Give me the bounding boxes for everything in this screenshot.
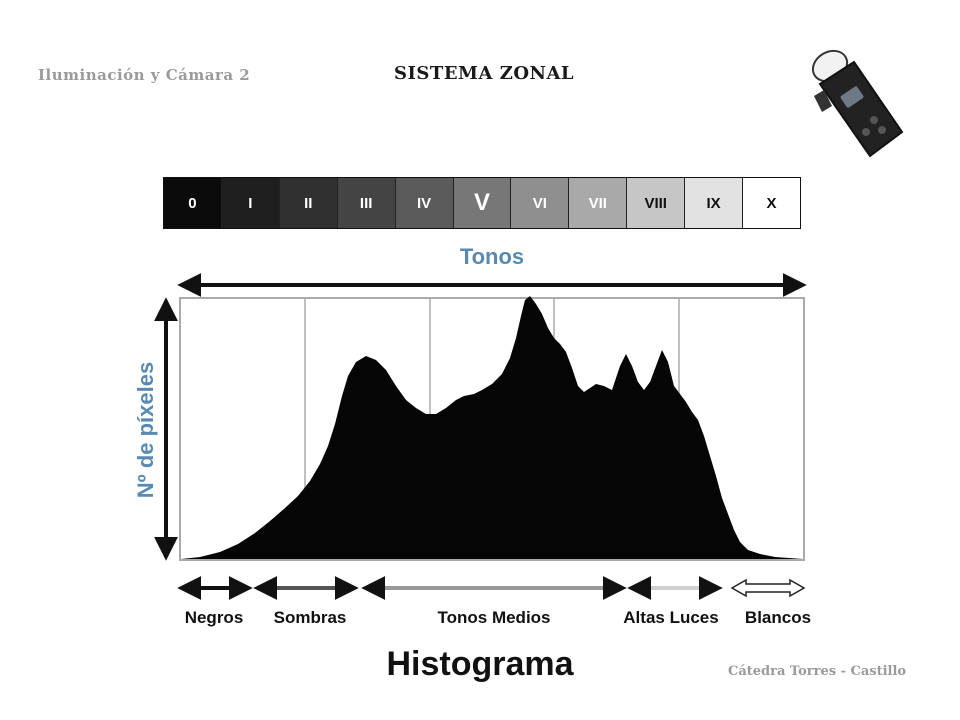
histogram-diagram <box>120 236 830 636</box>
range-arrow-blancos <box>732 580 804 596</box>
light-meter-icon <box>808 44 908 160</box>
zone-cell: I <box>222 178 280 228</box>
zone-cell: VI <box>511 178 569 228</box>
main-title: Histograma <box>386 645 574 683</box>
zone-cell: IV <box>396 178 454 228</box>
zone-cell: IX <box>685 178 743 228</box>
zone-cell: 0 <box>164 178 222 228</box>
range-label-altas-luces: Altas Luces <box>623 608 719 627</box>
range-label-sombras: Sombras <box>273 608 347 627</box>
y-axis-label: Nº de píxeles <box>133 361 158 499</box>
zone-cell: III <box>338 178 396 228</box>
course-title: Iluminación y Cámara 2 <box>38 66 251 84</box>
zone-scale <box>163 177 801 229</box>
zone-cell: X <box>743 178 800 228</box>
range-label-negros: Negros <box>184 608 244 627</box>
zone-cell: VII <box>569 178 627 228</box>
zone-cell: V <box>454 178 512 228</box>
zone-cell: VIII <box>627 178 685 228</box>
range-label-blancos: Blancos <box>744 608 812 627</box>
zone-cell: II <box>280 178 338 228</box>
credit: Cátedra Torres - Castillo <box>728 664 907 679</box>
range-label-tonos-medios: Tonos Medios <box>437 608 551 627</box>
x-axis-label: Tonos <box>459 244 525 269</box>
slide-title: SISTEMA ZONAL <box>394 63 575 84</box>
